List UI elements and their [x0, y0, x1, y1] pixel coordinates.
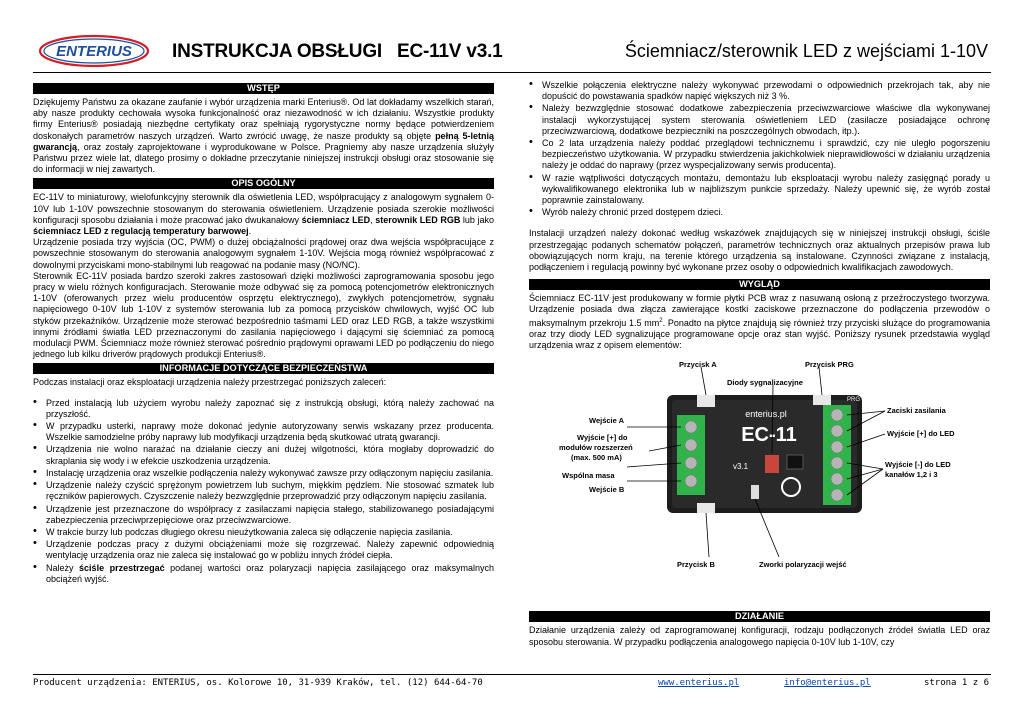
safety-intro: Podczas instalacji oraz eksploatacji urządzenia należy przestrzegać poniższych zaleceń: — [33, 377, 387, 388]
label-out-plus: Wyjście [+] do LED — [887, 429, 955, 439]
label-button-b: Przycisk B — [677, 560, 715, 570]
list-item: • Co 2 lata urządzenia należy poddać przeglądowi technicznemu i sprawdzić, czy nie uległo pogorszeniu bezpieczeństwo użytkowania. W przypadku stwierdzenia jakichkolwiek nieprawidłowości w działaniu urządzenia należy je oddać do naprawy (przez wyspecjalizowany serwis producenta). — [529, 138, 990, 172]
footer-email-link[interactable]: info@enterius.pl — [784, 678, 871, 688]
list-item: • Urządzenie jest przeznaczone do współpracy z zasilaczami napięcia stałego, stabilizowanego posiadającymi zabezpieczenia przeciwprzepięciowe oraz przeciwzwarciowe. — [33, 504, 494, 526]
safety-list-continued — [529, 80, 990, 218]
general-paragraph-1: EC-11V to miniaturowy, wielofunkcyjny sterownik dla oświetlenia LED, współpracujący z analogowym sygnałem 0-10V lub 1-10V powszechnie stosowanym do sterowania oświetleniem. Urządzenie posiada szerokie możliwości konfiguracji sposobu działania i może pracować jako dwukanałowy ściemniacz LED, sterownik LED RGB lub jako ściemniacz LED z regulacją temperatury barwowej. — [33, 192, 494, 237]
label-button-prg: Przycisk PRG — [805, 360, 854, 370]
label-supply: Zaciski zasilania — [887, 406, 946, 416]
footer-page-number: strona 1 z 6 — [923, 678, 989, 688]
label-leds: Diody sygnalizacyjne — [727, 378, 803, 388]
pcb-site-text: enterius.pl — [745, 409, 787, 420]
section-look-heading: WYGLĄD — [529, 279, 990, 290]
section-intro-heading: WSTĘP — [33, 83, 494, 94]
work-paragraph: Działanie urządzenia zależy od zaprogramowanej konfiguracji, rodzaju podłączonych źródeł światła LED oraz sposobu sterowania. W przypadku podłączenia analogowego napięcia 0-10V lub 1-10V, czy — [529, 625, 990, 647]
list-item: • Instalację urządzenia oraz wszelkie podłączenia należy wykonywać zawsze przy odłączonym napięciu zasilania. — [33, 468, 494, 479]
button-a-icon — [697, 395, 715, 407]
safety-list — [33, 398, 494, 585]
chip-icon — [787, 455, 803, 469]
label-plus-out-3: (max. 500 mA) — [571, 453, 622, 463]
button-prg-icon — [813, 395, 831, 405]
label-ground: Wspólna masa — [562, 471, 615, 481]
pcb-prg-text: PRG — [847, 397, 861, 404]
look-paragraph: Ściemniacz EC-11V jest produkowany w formie płytki PCB wraz z nasuwaną osłoną z przeźroczystego tworzywa. Urządzenie posiada dwa złącza zawierające kostki zaciskowe przeznaczone do podłączenia przewodów o maksymalnym przekroju 1.5 $mm^2$. Ponadto na płytce znajdują się również trzy przyciski służące do programowania oraz trzy diody LED sygnalizujące programowane opcje oraz stan wyjść. Poniższy rysunek przedstawia wygląd urządzenia wraz z opisem elementów: — [529, 293, 990, 351]
label-out-minus-1: Wyjście [-] do LED — [885, 460, 951, 470]
list-item: • W trakcie burzy lub podczas długiego okresu nieużytkowania zaleca się odłączenie napięcia zasilania. — [33, 527, 494, 538]
doc-title: INSTRUKCJA OBSŁUGI — [172, 41, 382, 62]
section-work-heading: DZIAŁANIE — [529, 611, 990, 622]
section-safety-heading: INFORMACJE DOTYCZĄCE BEZPIECZEŃSTWA — [33, 363, 494, 374]
list-item: • Wyrób należy chronić przed dostępem dzieci. — [529, 207, 990, 218]
list-item: • Przed instalacją lub użyciem wyrobu należy zapoznać się z instrukcją obsługi, którą należy zachować na przyszłość. — [33, 398, 494, 420]
doc-model: EC-11V v3.1 — [397, 41, 503, 62]
section-general-heading: OPIS OGÓLNY — [33, 178, 494, 189]
list-item: • Urządzenie podczas pracy z dużymi obciążeniami może się rozgrzewać. Należy zapewnić odpowiednią wentylację urządzenia oraz nie zaleca się instalować go w pobliżu innych źródeł ciepła. — [33, 539, 494, 561]
general-paragraph-2: Urządzenie posiada trzy wyjścia (OC, PWM) o dużej obciążalności prądowej oraz dwa wejścia współpracujące z powszechnie stosowanym do sterowania analogowym sygnałem 1-10V. Wejścia mogą również współpracować z dowolnymi przyciskami mono-stabilnymi lub reagować na podanie masy (NO/NC). — [33, 237, 494, 270]
label-input-b: Wejście B — [589, 485, 625, 495]
general-paragraph-3: Sterownik EC-11V posiada bardzo szeroki zakres zastosowań dzięki możliwości zaprogramowania sposobu jego pracy w wielu różnych konfiguracjach. Sterowanie może odbywać się za pomocą potencjometrów elektronicznych 1-10V (oferowanych przez wielu producentów osprzętu elektrycznego), zwykłych potencjometrów, sygnału napięciowego 0-10V lub 1-10V z systemów sterowania lub za pomocą przycisków chwilowych, wyjść OC lub styków przekaźników. Urządzenie może sterować bezpośrednio taśmami LED oraz LED RGB, a także wszystkimi innymi źródłami światła LED przeznaczonymi do zasilania napięciowego i dającymi się ściemniać za pomocą modulacji PWM. Ściemniacz może również sterować pośrednio prądowymi oprawami LED po podłączeniu do niego jednego lub kilku driverów prądowych produkcji Enterius®. — [33, 270, 494, 360]
list-item: • W przypadku usterki, naprawy może dokonać jedynie autoryzowany serwis wskazany przez producenta. Wszelkie samodzielne próby naprawy lub modyfikacji urządzenia będą skutkować utratą gwarancji. — [33, 421, 494, 443]
status-leds-icon — [765, 455, 779, 473]
polarity-jumper-icon — [751, 485, 759, 499]
header-divider — [33, 72, 991, 73]
pcb-model-text: EC-11 — [741, 424, 797, 447]
label-out-minus-2: kanałów 1,2 i 3 — [885, 470, 938, 480]
left-column — [33, 80, 494, 586]
svg-text:ENTERIUS: ENTERIUS — [56, 43, 132, 60]
list-item: • Należy bezwzględnie stosować dodatkowe zabezpieczenia przeciwzwarciowe właściwe dla wykonywanej instalacji wykorzystującej system sterowania oświetleniem LED (zasilacze posiadające ochronę przeciwzwarciową, dodatkowe bezpieczniki na poszczególnych obwodach, itp.). — [529, 103, 990, 137]
footer-www-link[interactable]: www.enterius.pl — [658, 678, 740, 688]
pcb-version-text: v3.1 — [733, 462, 749, 472]
label-plus-out-1: Wyjście [+] do — [577, 433, 628, 443]
list-item: • W razie wątpliwości dotyczących montażu, demontażu lub eksploatacji wyrobu należy zasięgnąć porady u wykwalifikowanego elektronika lub w najbliższym punkcie sprzedaży. Należy upewnić się, że wyrób został poprawnie zainstalowany. — [529, 173, 990, 207]
device-figure — [529, 357, 990, 592]
doc-subtitle: Ściemniacz/sterownik LED z wejściami 1-10V — [624, 41, 988, 61]
button-b-icon — [697, 503, 715, 513]
list-item: • Urządzenie należy czyścić sprężonym powietrzem lub suchym, miękkim pędzlem. Nie stosować szmatek lub ręczników papierowych. Czyszczenie należy bezwzględnie przeprowadzić przy odłączonym napięciu zasilania. — [33, 480, 494, 502]
footer-producer: Producent urządzenia: ENTERIUS, os. Kolorowe 10, 31-939 Kraków, tel. (12) 644-64-70 — [33, 678, 483, 688]
right-column — [529, 80, 990, 648]
footer-divider — [33, 674, 991, 675]
enterius-logo — [38, 34, 150, 68]
list-item: • Urządzenia nie wolno narażać na działanie cieczy ani dużej wilgotności, która mogłaby doprowadzić do skraplania się wody i w efekcie uszkodzenia urządzenia. — [33, 444, 494, 466]
installation-paragraph: Instalacji urządzeń należy dokonać według wskazówek znajdujących się w niniejszej instrukcji obsługi, ściśle przestrzegając podanych schematów połączeń, parametrów technicznych oraz aktualnych przepisów prawa lub obowiązujących norm kraju, na terenie którego urządzenia są instalowane. Czynności związane z instalacją, podłączeniem i regulacją powinny być wykonane przez osoby o odpowiednich kwalifikacjach zawodowych. — [529, 228, 990, 273]
list-item: • Wszelkie połączenia elektryczne należy wykonywać przewodami o odpowiednich przekrojach tak, aby nie dopuścić do powstawania spadków napięć większych niż 3 %. — [529, 80, 990, 102]
label-plus-out-2: modułów rozszerzeń — [559, 443, 633, 453]
list-item: • Należy ściśle przestrzegać podanej wartości oraz polaryzacji napięcia zasilającego oraz maksymalnych obciążeń wyjść. — [33, 563, 494, 585]
label-button-a: Przycisk A — [679, 360, 717, 370]
label-polarity-jumpers: Zworki polaryzacji wejść — [759, 560, 847, 570]
intro-paragraph: Dziękujemy Państwu za okazane zaufanie i wybór urządzenia marki Enterius®. Od lat dokładamy wszelkich starań, aby nasze produkty cechowała wysoka funkcjonalność oraz niezawodność w ich działaniu. Wszystkie produkty firmy Enterius® posiadają niezbędne certyfikaty oraz spełniają rygorystyczne normy będące potwierdzeniem doskonałych parametrów naszych urządzeń. Warto zwrócić uwagę, że nasze produkty są objęte pełną 5-letnią gwarancją, oraz zostały zaprojektowane i wyprodukowane w Polsce. Pragniemy aby nasze urządzenia służyły Państwu przez wiele lat, dlatego prosimy o dokładne przeczytanie niniejszej instrukcji obsługi oraz stosowanie się do informacji w niej zawartych. — [33, 97, 495, 175]
label-input-a: Wejście A — [589, 416, 625, 426]
